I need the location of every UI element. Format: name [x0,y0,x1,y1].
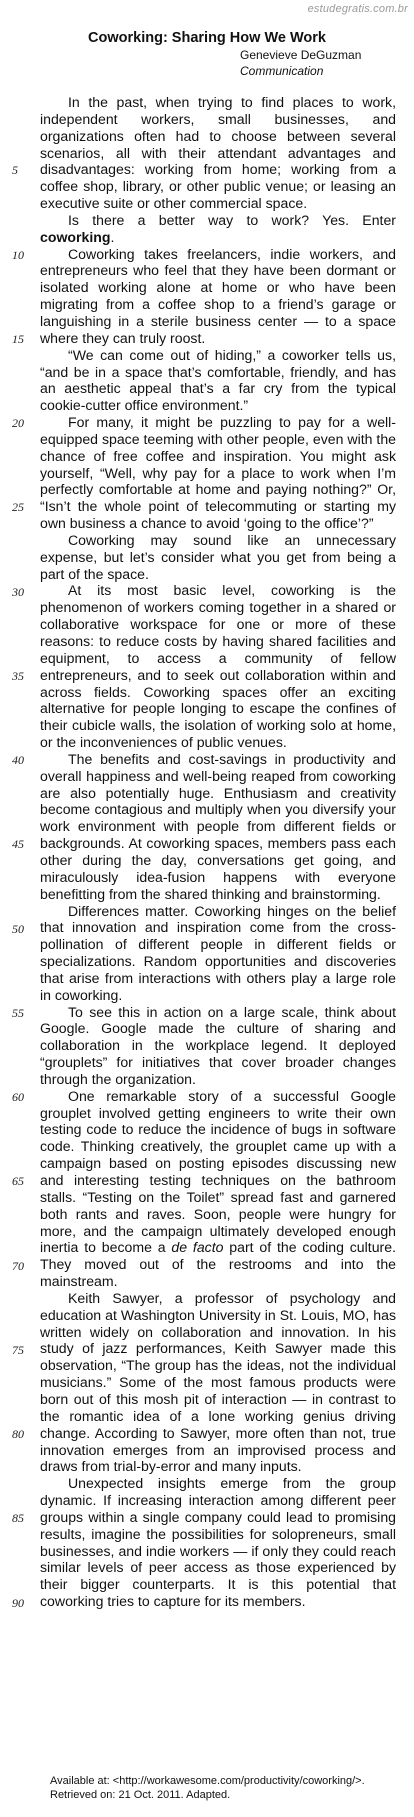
citation-url: Available at: <http://workawesome.com/productivity/coworking/>. [50,1775,365,1787]
paragraph [40,582,396,750]
paragraph [40,1475,396,1610]
paragraph-text: Keith Sawyer, a professor of psychology and education at Washington University in St. Louis, MO, has written widely on collaboration and innovation. In his study of jazz performances, Keith Sawyer made this observation, “The group has the ideas, not the individual musicians.” Some of the most famous products were born out of this mosh pit of interaction — in contrast to the romantic idea of a lone working genius driving change. According to Sawyer, more often than not, true innovation emerges from an improvised process and draws from trial-by-error and many inputs. [40,1289,396,1475]
line-number: 90 [12,1595,24,1610]
paragraph-text: Differences matter. Coworking hinges on the belief that innovation and inspiration come from the cross-pollination of different people in different fields or specializations. Random opportunities and discoveries that arise from interactions with others play a large role in coworking. [40,902,396,1003]
line-number: 75 [12,1342,24,1357]
line-number: 20 [12,416,24,431]
paragraph-text: part of the coding culture. They moved out of the restrooms and into the mainstream. [40,1239,396,1290]
paragraph-text: At its most basic level, coworking is the phenomenon of workers coming together in a shared or collaborative workspace for one or more of these reasons: to reduce costs by having shared facilities and equipment, to access a community of fellow entrepreneurs, and to seek out collaboration within and across fields. Coworking spaces offer an exciting alternative for people longing to escape the confines of their cubicle walls, the isolation of working solo at home, or the inconveniences of public venues. [40,582,396,751]
line-number: 65 [12,1174,24,1189]
paragraph-text: To see this in action on a large scale, think about Google. Google made the culture of sharing and collaboration in the workplace legend. It deployed “grouplets” for initiatives that cover broader changes through the organization. [40,1003,396,1087]
line-number: 80 [12,1427,24,1442]
paragraph [40,1290,396,1475]
paragraph-text: For many, it might be puzzling to pay for a well-equipped space teeming with other people, even with the chance of free coffee and inspiration. You might ask yourself, “Well, why pay for a place to work when I’m perfectly comfortable at home and paying nothing?” Or, “Isn’t the whole point of telecommuting or starting my own business a chance to avoid ‘going to the office’?” [40,414,396,532]
line-number: 85 [12,1511,24,1526]
watermark: estudegratis.com.br [307,3,408,15]
paragraph-text: In the past, when trying to find places to work, independent workers, small businesses, and organizations often had to choose between several scenarios, all with their attendant advantages and disadvantages: working from home; working from a coffee shop, library, or other public venue; or leasing an executive suite or other commercial space. [40,94,396,212]
line-number: 60 [12,1090,24,1105]
paragraph [40,212,396,246]
source-name: Communication [240,64,324,78]
line-number: 15 [12,331,24,346]
paragraph-text: The benefits and cost-savings in productivity and overall happiness and well-being reaped from coworking are also potentially huge. Enthusiasm and creativity become contagious and multiply when you diversify your work environment with people from different fields or backgrounds. At coworking spaces, members pass each other during the day, conversations get going, and miraculously idea-fusion happens with everyone benefitting from the shared thinking and brainstorming. [40,750,396,902]
bold-term: coworking [40,228,111,245]
paragraph [40,94,396,212]
paragraph [40,751,396,903]
paragraph [40,1088,396,1290]
citation [50,1774,365,1802]
paragraph-text: Unexpected insights emerge from the group dynamic. If increasing interaction among different peer groups within a single company could lead to promising results, imagine the possibilities for solopreneurs, small businesses, and indie workers — if only they could reach similar levels of peer access as those experienced by their bigger counterparts. It is this potential that coworking tries to capture for its members. [40,1475,396,1610]
paragraph [40,347,396,414]
line-number: 10 [12,247,24,262]
paragraph [40,414,396,532]
line-number: 45 [12,837,24,852]
line-number: 25 [12,500,24,515]
paragraph-text: Coworking takes freelancers, indie workers, and entrepreneurs who feel that they have been dormant or isolated working alone at home or who have been migrating from a coffee shop to a friend’s garage or languishing in a sterile business center — to a space where they can truly roost. [40,245,396,346]
line-number: 5 [12,163,18,178]
article-title: Coworking: Sharing How We Work [88,30,326,46]
paragraph-text: Is there a better way to work? Yes. Enter [68,211,396,228]
line-number: 50 [12,921,24,936]
line-number: 40 [12,753,24,768]
paragraph [40,246,396,347]
paragraph-text: One remarkable story of a successful Google grouplet involved getting engineers to write their own testing code to reduce the incidence of bugs in software code. Thinking creatively, the grouplet came up with a campaign based on posting episodes discussing new and interesting testing techniques on the bathroom stalls. “Testing on the Toilet” spread fast and garnered both rants and raves. Soon, people were hungry for more, and the campaign ultimately developed enough inertia to become a [40,1087,396,1256]
line-number: 30 [12,584,24,599]
paragraph-text: . [110,228,115,245]
line-number: 70 [12,1258,24,1273]
italic-term: de facto [171,1239,224,1256]
article-body [40,94,396,1610]
author-name: Genevieve DeGuzman [240,48,362,62]
byline [240,47,361,79]
line-number: 55 [12,1005,24,1020]
paragraph-text: “We can come out of hiding,” a coworker tells us, “and be in a space that’s comfortable, friendly, and has an aesthetic appeal that’s a far cry from the typical cookie-cutter office environment.” [40,346,396,414]
paragraph [40,1004,396,1088]
citation-date: Retrieved on: 21 Oct. 2011. Adapted. [50,1789,231,1801]
paragraph [40,903,396,1004]
paragraph [40,532,396,583]
paragraph-text: Coworking may sound like an unnecessary expense, but let’s consider what you get from being a part of the space. [40,531,396,582]
line-number: 35 [12,668,24,683]
